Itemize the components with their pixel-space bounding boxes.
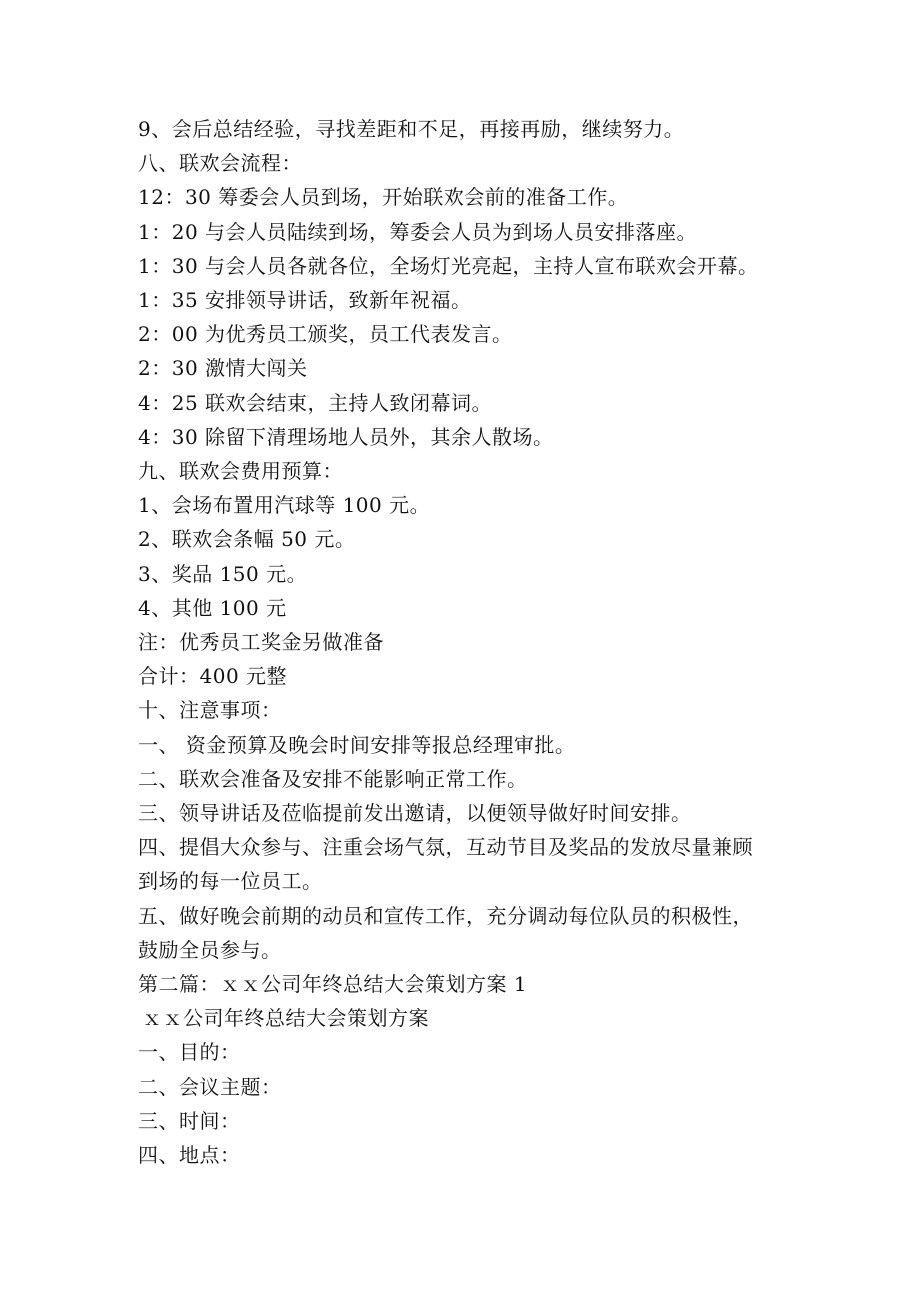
notice-item: 五、做好晚会前期的动员和宣传工作，充分调动每位队员的积极性， — [138, 903, 753, 928]
schedule-item: 2：30 激情大闯关 — [138, 356, 308, 381]
notice-item: 二、联欢会准备及安排不能影响正常工作。 — [138, 766, 528, 791]
budget-item: 2、联欢会条幅 50 元。 — [138, 527, 356, 552]
budget-item: 3、奖品 150 元。 — [138, 561, 308, 586]
plan-title: ｘｘ公司年终总结大会策划方案 — [142, 1006, 429, 1031]
text-line: 9、会后总结经验，寻找差距和不足，再接再励，继续努力。 — [138, 117, 685, 141]
schedule-item: 2：00 为优秀员工颁奖，员工代表发言。 — [138, 322, 513, 347]
outline-item: 一、目的： — [138, 1040, 241, 1065]
chapter-title: 第二篇：ｘｘ公司年终总结大会策划方案 1 — [138, 972, 528, 997]
budget-item: 4、其他 100 元 — [138, 595, 287, 620]
schedule-item: 1：35 安排领导讲话，致新年祝福。 — [138, 288, 472, 313]
outline-item: 二、会议主题： — [138, 1074, 282, 1099]
document-body — [138, 112, 818, 1172]
section-heading: 十、注意事项： — [138, 698, 282, 723]
outline-item: 四、地点： — [138, 1143, 241, 1168]
schedule-item: 1：30 与会人员各就各位，全场灯光亮起，主持人宣布联欢会开幕。 — [138, 253, 759, 278]
budget-item: 1、会场布置用汽球等 100 元。 — [138, 493, 431, 518]
schedule-item: 12：30 筹委会人员到场，开始联欢会前的准备工作。 — [138, 185, 629, 210]
notice-item: 四、提倡大众参与、注重会场气氛，互动节目及奖品的发放尽量兼顾 — [138, 835, 753, 860]
schedule-item: 1：20 与会人员陆续到场，筹委会人员为到场人员安排落座。 — [138, 219, 698, 244]
notice-item-continuation: 到场的每一位员工。 — [138, 869, 323, 894]
schedule-item: 4：25 联欢会结束，主持人致闭幕词。 — [138, 390, 493, 415]
budget-total: 合计：400 元整 — [138, 664, 288, 689]
budget-note: 注：优秀员工奖金另做准备 — [138, 630, 384, 655]
outline-item: 三、时间： — [138, 1108, 241, 1133]
notice-item: 三、领导讲话及莅临提前发出邀请，以便领导做好时间安排。 — [138, 801, 692, 826]
section-heading: 九、联欢会费用预算： — [138, 459, 343, 484]
notice-item-continuation: 鼓励全员参与。 — [138, 937, 282, 962]
schedule-item: 4：30 除留下清理场地人员外，其余人散场。 — [138, 424, 554, 449]
section-heading: 八、联欢会流程： — [138, 151, 302, 176]
notice-item: 一、 资金预算及晚会时间安排等报总经理审批。 — [138, 732, 576, 757]
